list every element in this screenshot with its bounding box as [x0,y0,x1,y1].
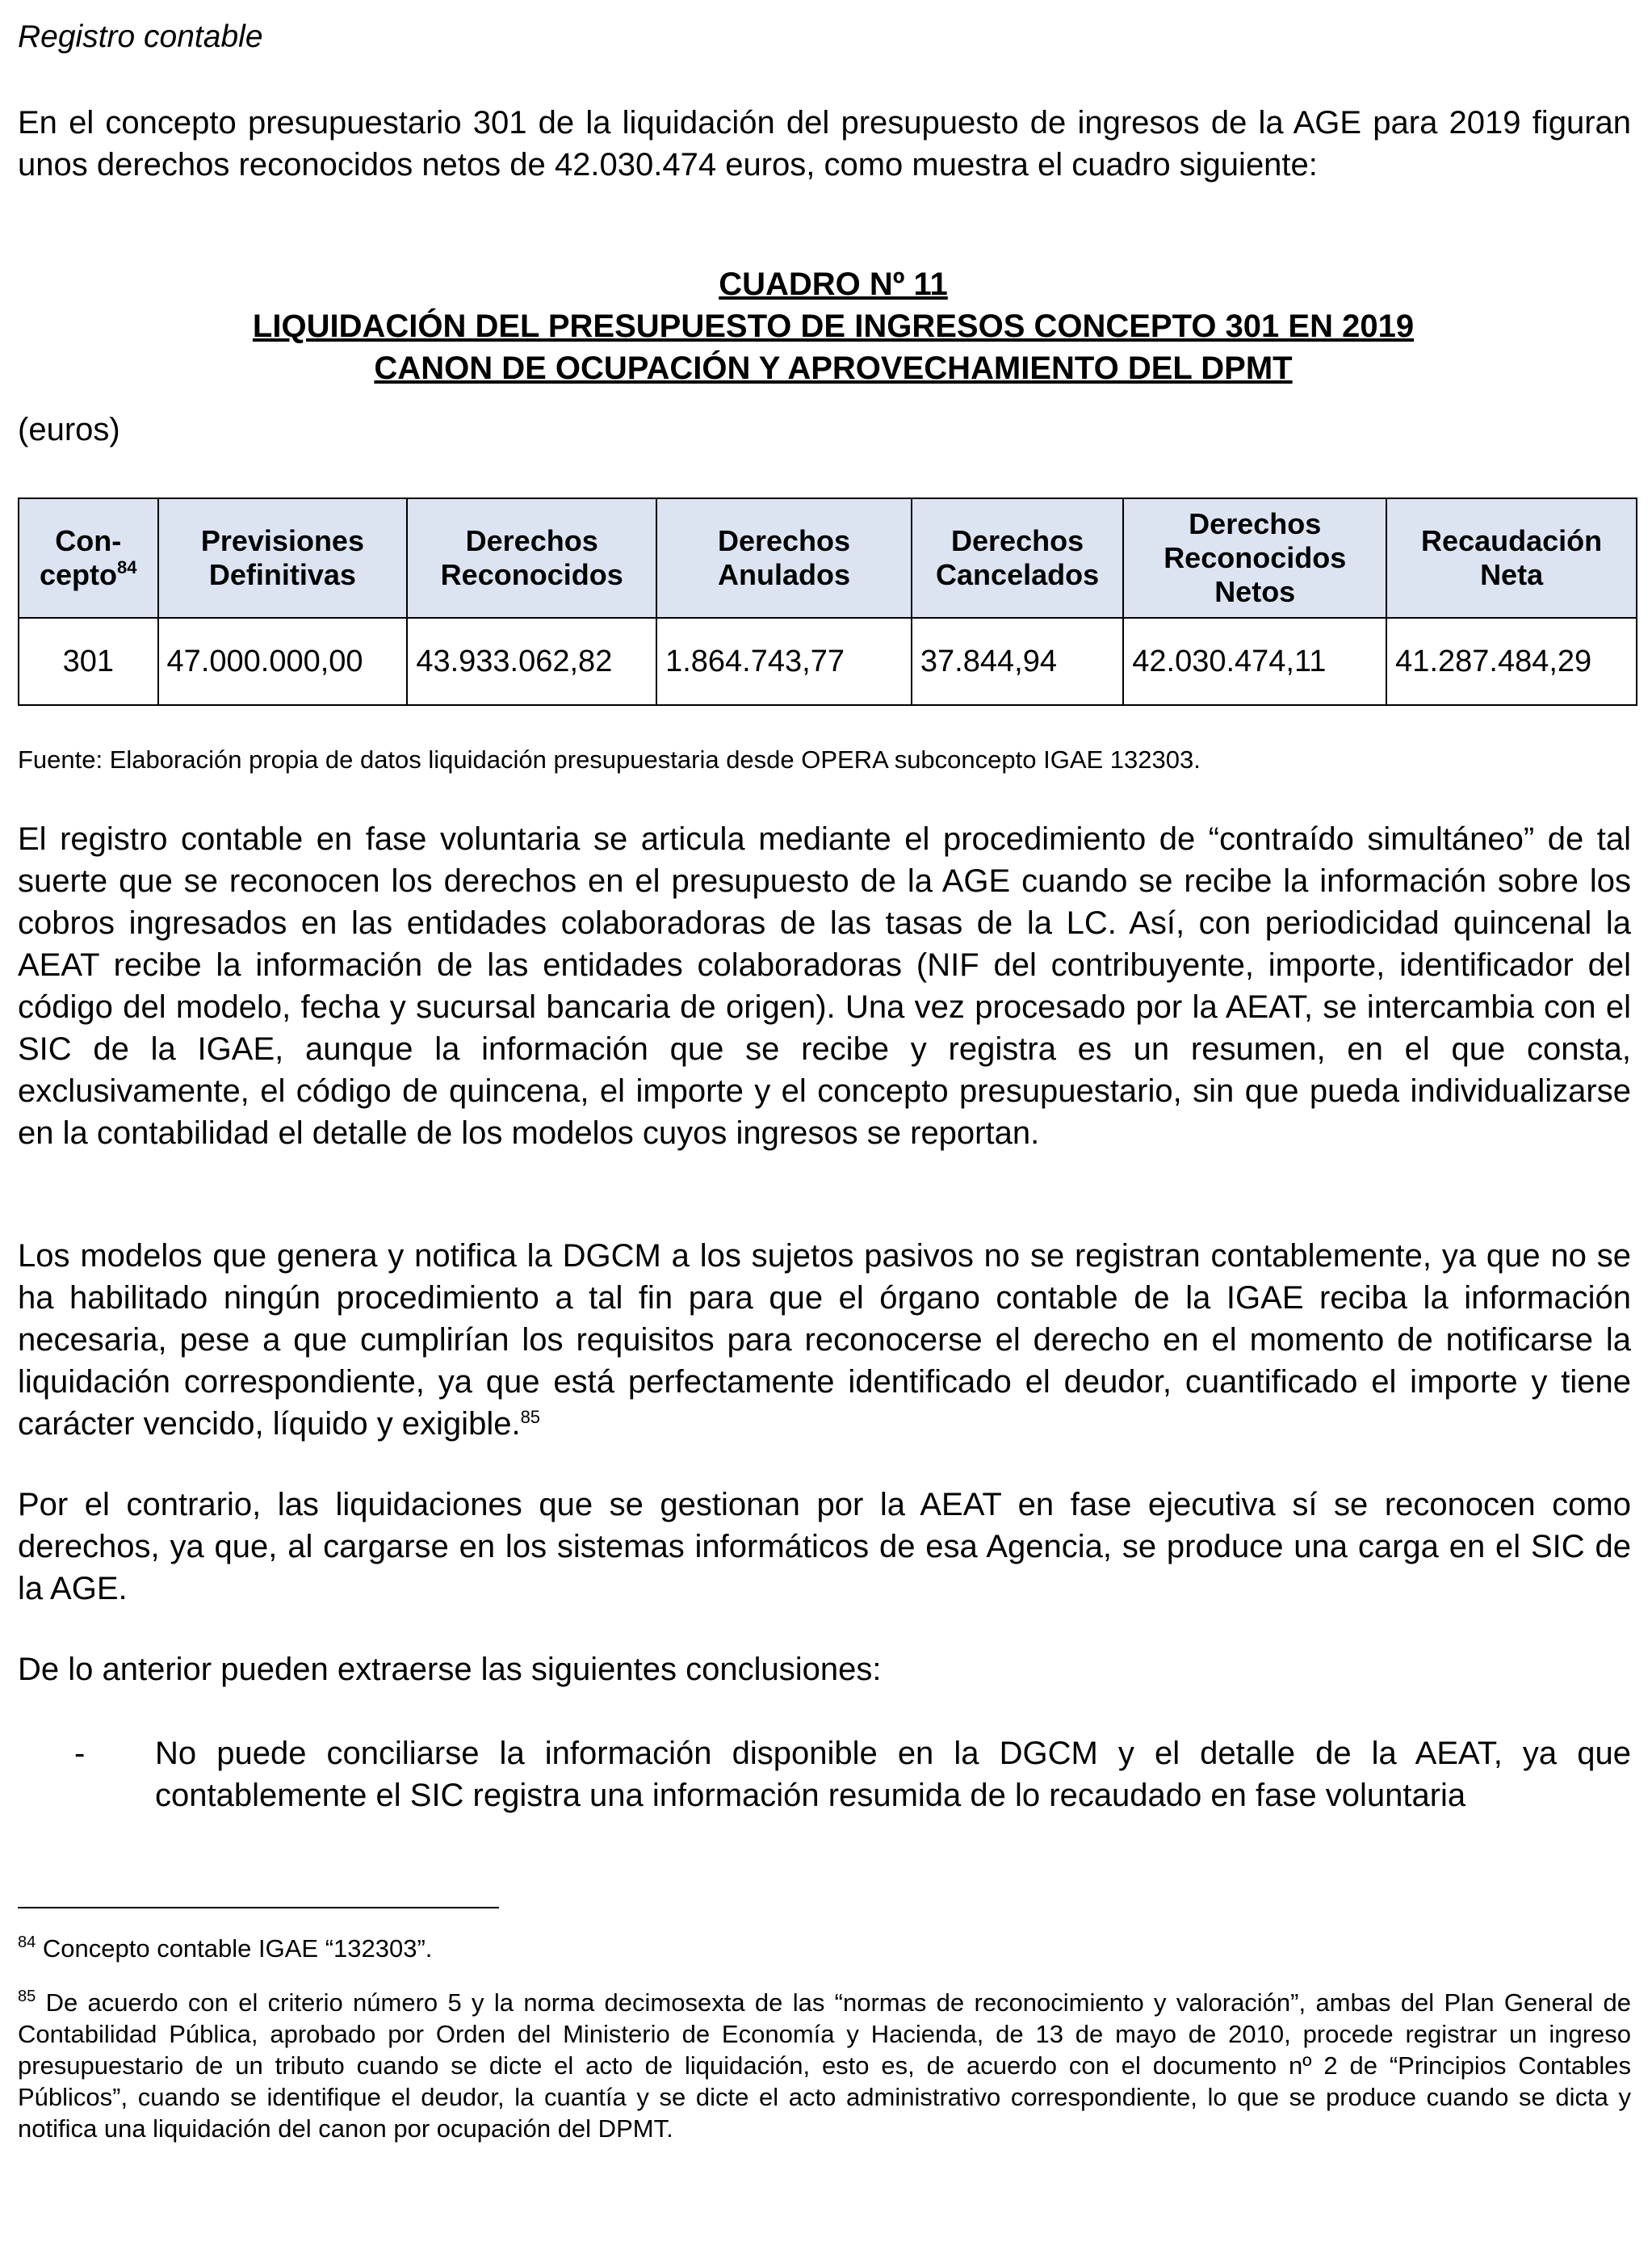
header-previsiones: Previsiones Definitivas [158,498,408,618]
cell-concepto: 301 [19,618,158,705]
header-derechos-cancelados: Derechos Cancelados [912,498,1123,618]
cell-previsiones: 47.000.000,00 [158,618,408,705]
intro-paragraph: En el concepto presupuestario 301 de la liquidación del presupuesto de ingresos de la AGE para 2019 figuran unos derechos reconocidos netos de 42.030.474 euros, como muestra el cuadro siguiente: [18,105,1631,183]
footnote-85: $^{85}$ De acuerdo con el criterio número 5 y la norma decimosexta de las “normas de reconocimiento y valoración”, ambas del Plan General de Contabilidad Pública, aprobado por Orden del Ministerio de Economía y Hacienda, de 13 de mayo de 2010, procede registrar un ingreso presupuestario de un tributo cuando se dicte el acto de liquidación, esto es, de acuerdo con el documento nº 2 de “Principios Contables Públicos”, cuando se identifique el deudor, la cuantía y se dicte el acto administrativo correspondiente, lo que se produce cuando se dicta y notifica una liquidación del canon por ocupación del DPMT. [18,1988,1631,2143]
header-recaudacion-neta: Recaudación Neta [1386,498,1637,618]
table-source-note: Fuente: Elaboración propia de datos liquidación presupuestaria desde OPERA subconcepto IGAE 132303. [18,745,1201,774]
units-label: (euros) [18,412,120,447]
footnote-84: $^{84}$ Concepto contable IGAE “132303”. [18,1933,433,1963]
caption-line-3: CANON DE OCUPACIÓN Y APROVECHAMIENTO DEL DPMT [374,351,1293,386]
header-derechos-anulados: Derechos Anulados [656,498,912,618]
header-derechos-reconocidos: Derechos Reconocidos [407,498,656,618]
header-concepto: Con- cepto$^{84}$ [19,498,158,618]
paragraph-modelos: Los modelos que genera y notifica la DGCM a los sujetos pasivos no se registran contablemente, ya que no se ha habilitado ningún procedimiento a tal fin para que el órgano contable de la IGAE reciba la información necesaria, pese a que cumplirían los requisitos para reconocerse el derecho en el momento de notificarse la liquidación correspondiente, ya que está perfectamente identificado el deudor, cuantificado el importe y tiene carácter vencido, líquido y exigible.$^{85}$ [18,1238,1631,1442]
cell-derechos-cancelados: 37.844,94 [912,618,1123,705]
footnote-ref-84: 84 [117,557,137,577]
paragraph-registro: El registro contable en fase voluntaria se articula mediante el procedimiento de “contraído simultáneo” de tal suerte que se reconocen los derechos en el presupuesto de la AGE cuando se recibe la información sobre los cobros ingresados en las entidades colaboradoras de las tasas de la LC. Así, con periodicidad quincenal la AEAT recibe la información de las entidades colaboradoras (NIF del contribuyente, importe, identificador del código del modelo, fecha y sucursal bancaria de origen). Una vez procesado por la AEAT, se intercambia con el SIC de la IGAE, aunque la información que se recibe y registra es un resumen, en el que consta, exclusivamente, el código de quincena, el importe y el concepto presupuestario, sin que pueda individualizarse en la contabilidad el detalle de los modelos cuyos ingresos se reportan. [18,821,1631,1151]
cell-recaudacion-neta: 41.287.484,29 [1386,618,1637,705]
bullet-marker: - [74,1736,86,1771]
footnote-ref-85: 85 [520,1407,541,1427]
cell-derechos-reconocidos: 43.933.062,82 [407,618,656,705]
paragraph-conclusiones: De lo anterior pueden extraerse las siguientes conclusiones: [18,1652,882,1687]
list-item [74,1732,1631,1816]
budget-table [18,498,1637,706]
caption-line-1: CUADRO Nº 11 [719,267,948,302]
caption-line-2: LIQUIDACIÓN DEL PRESUPUESTO DE INGRESOS CONCEPTO 301 EN 2019 [252,309,1415,344]
table-caption [18,263,1649,389]
paragraph-liquidaciones: Por el contrario, las liquidaciones que se gestionan por la AEAT en fase ejecutiva sí se reconocen como derechos, ya que, al cargarse en los sistemas informáticos de esa Agencia, se produce una carga en el SIC de la AGE. [18,1487,1631,1606]
footnote-divider [18,1907,499,1908]
table-row [19,618,1637,705]
table-header-row [19,498,1637,618]
section-heading: Registro contable [18,19,263,54]
cell-derechos-netos: 42.030.474,11 [1123,618,1386,705]
bullet-text: No puede conciliarse la información disponible en la DGCM y el detalle de la AEAT, ya que contablemente el SIC registra una información resumida de lo recaudado en fase voluntaria [155,1736,1631,1813]
header-derechos-netos: Derechos Reconocidos Netos [1123,498,1386,618]
cell-derechos-anulados: 1.864.743,77 [656,618,912,705]
